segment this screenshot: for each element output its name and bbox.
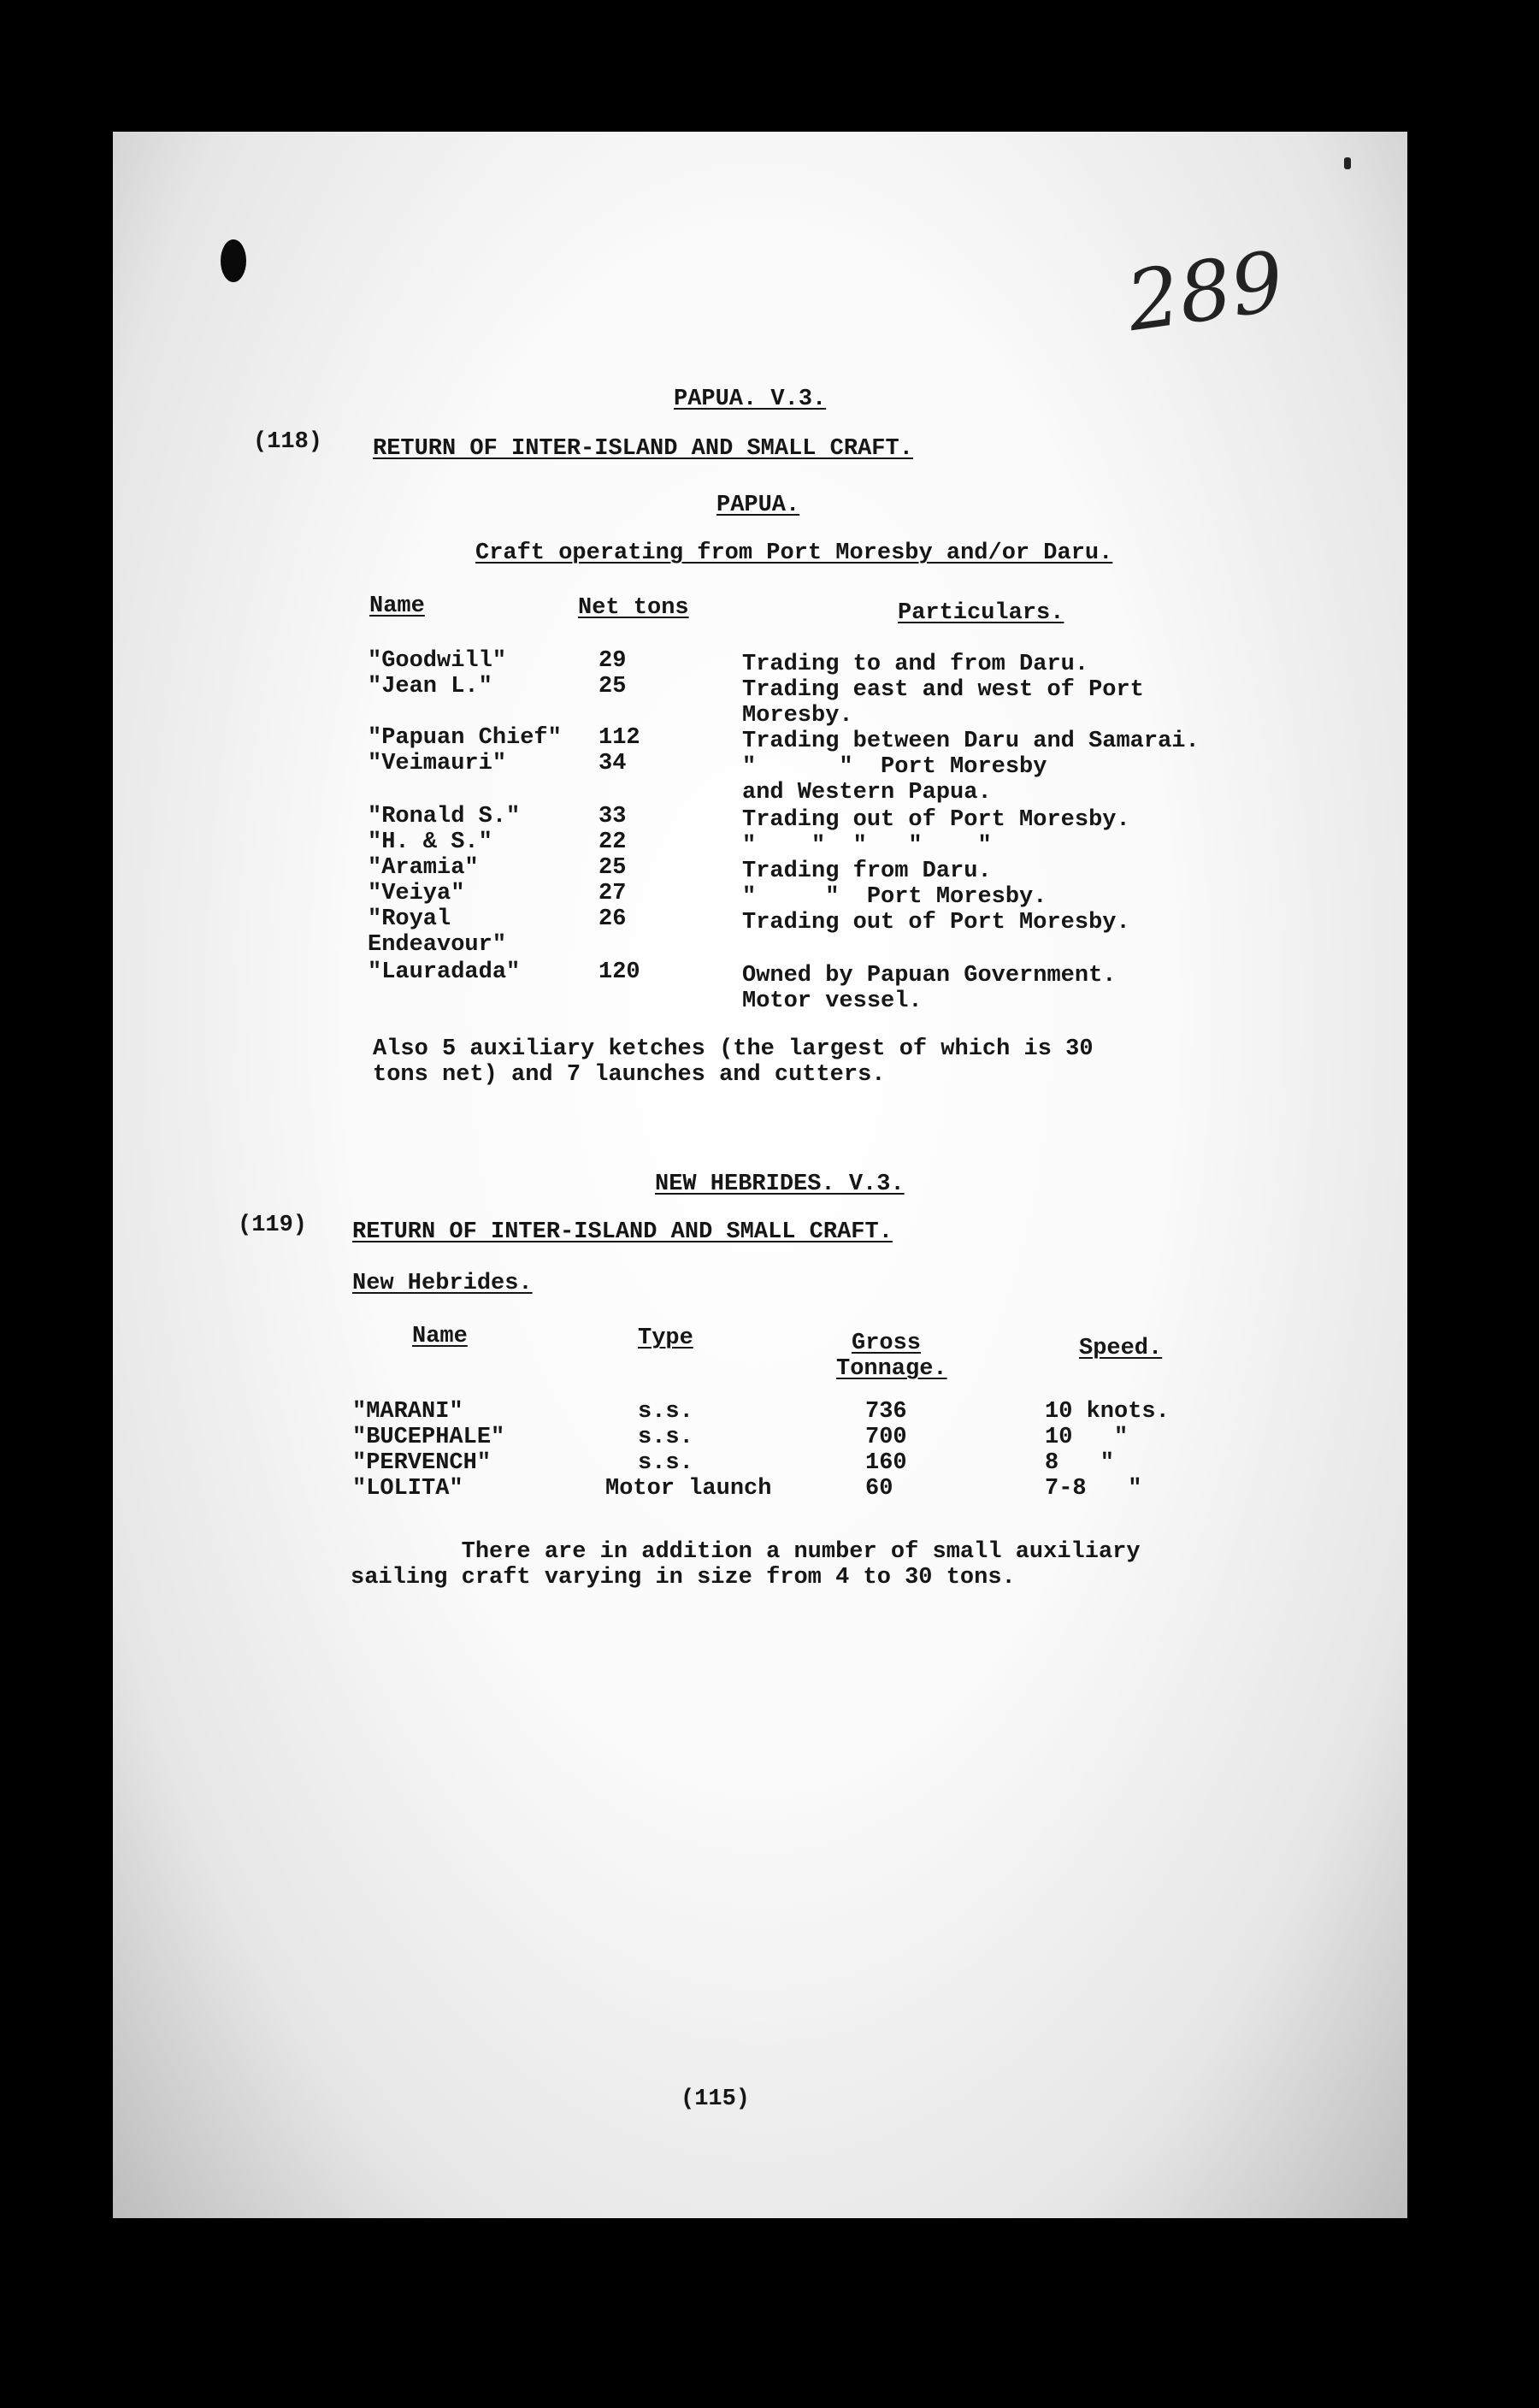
papua-row-particulars: Trading from Daru.	[742, 859, 992, 884]
papua-row-tons: 120	[598, 959, 640, 985]
hebrides-row-type: s.s.	[638, 1399, 693, 1425]
handwritten-folio-number: 289	[1121, 233, 1290, 351]
hebrides-row-type: s.s.	[638, 1425, 693, 1450]
section1-subheading: PAPUA.	[716, 493, 800, 518]
hebrides-row-type: Motor launch	[605, 1476, 772, 1502]
papua-row-tons: 25	[598, 674, 627, 699]
col-header-name: Name	[369, 593, 425, 619]
section1-note: Also 5 auxiliary ketches (the largest of which is 30 tons net) and 7 launches and cutters.	[373, 1036, 1094, 1088]
col-header-particulars: Particulars.	[898, 600, 1064, 626]
section2-ref: (119)	[238, 1213, 308, 1238]
papua-row-particulars: Owned by Papuan Government. Motor vessel.	[742, 963, 1117, 1014]
papua-row-tons: 112	[598, 725, 640, 751]
col-header-type: Type	[638, 1325, 693, 1351]
hebrides-row-gross: 736	[865, 1399, 907, 1425]
hebrides-row-speed: 7-8 "	[1045, 1476, 1142, 1502]
papua-row-particulars: Trading east and west of Port Moresby.	[742, 677, 1144, 729]
papua-row-tons: 25	[598, 855, 627, 881]
hebrides-row-speed: 8 "	[1045, 1450, 1115, 1476]
footer-page-number: (115)	[681, 2086, 751, 2112]
section2-title: RETURN OF INTER-ISLAND AND SMALL CRAFT.	[352, 1219, 893, 1245]
papua-row-name: "H. & S."	[368, 829, 492, 855]
punch-hole	[221, 239, 246, 282]
section1-ref: (118)	[253, 429, 323, 455]
papua-row-name: "Aramia"	[368, 855, 479, 881]
section2-subheading: New Hebrides.	[352, 1271, 533, 1296]
hebrides-row-speed: 10 "	[1045, 1425, 1129, 1450]
hebrides-row-gross: 700	[865, 1425, 907, 1450]
hebrides-row-name: "PERVENCH"	[352, 1450, 492, 1476]
papua-row-name: "Veimauri"	[368, 751, 507, 776]
papua-row-name: "Papuan Chief"	[368, 725, 562, 751]
col-header-speed: Speed.	[1079, 1336, 1163, 1361]
papua-row-particulars: " " Port Moresby and Western Papua.	[742, 754, 1047, 806]
papua-row-name: "Veiya"	[368, 881, 465, 906]
papua-row-tons: 34	[598, 751, 627, 776]
section2-note: There are in addition a number of small auxiliary sailing craft varying in size from 4 to 30 tons.	[351, 1539, 1141, 1591]
section1-title: RETURN OF INTER-ISLAND AND SMALL CRAFT.	[373, 436, 913, 462]
papua-row-particulars: Trading out of Port Moresby.	[742, 807, 1130, 833]
papua-row-name: "Ronald S."	[368, 804, 521, 829]
papua-row-tons: 22	[598, 829, 627, 855]
papua-row-name: "Goodwill"	[368, 648, 507, 674]
papua-row-particulars: Trading between Daru and Samarai.	[742, 729, 1200, 754]
papua-row-name: "Royal Endeavour"	[368, 906, 507, 958]
hebrides-row-name: "MARANI"	[352, 1399, 463, 1425]
hebrides-row-gross: 160	[865, 1450, 907, 1476]
papua-row-tons: 26	[598, 906, 627, 932]
papua-row-particulars: " " " " "	[742, 833, 992, 859]
hebrides-row-speed: 10 knots.	[1045, 1399, 1170, 1425]
hebrides-row-type: s.s.	[638, 1450, 693, 1476]
papua-row-tons: 29	[598, 648, 627, 674]
section2-heading: NEW HEBRIDES. V.3.	[655, 1172, 905, 1197]
scan-mark	[1344, 157, 1351, 169]
col-header-net-tons: Net tons	[578, 595, 689, 621]
section1-heading: PAPUA. V.3.	[674, 387, 827, 412]
papua-row-tons: 27	[598, 881, 627, 906]
hebrides-row-name: "LOLITA"	[352, 1476, 463, 1502]
col-header-tonnage: Tonnage.	[836, 1356, 947, 1382]
papua-row-name: "Lauradada"	[368, 959, 521, 985]
papua-row-tons: 33	[598, 804, 627, 829]
papua-row-particulars: Trading to and from Daru.	[742, 652, 1089, 677]
papua-row-name: "Jean L."	[368, 674, 492, 699]
hebrides-row-name: "BUCEPHALE"	[352, 1425, 505, 1450]
col-header-name-2: Name	[412, 1324, 468, 1349]
papua-row-particulars: " " Port Moresby.	[742, 884, 1047, 910]
hebrides-row-gross: 60	[865, 1476, 893, 1502]
papua-row-particulars: Trading out of Port Moresby.	[742, 910, 1130, 935]
section1-caption: Craft operating from Port Moresby and/or Daru.	[475, 540, 1113, 566]
col-header-gross: Gross	[852, 1331, 922, 1356]
